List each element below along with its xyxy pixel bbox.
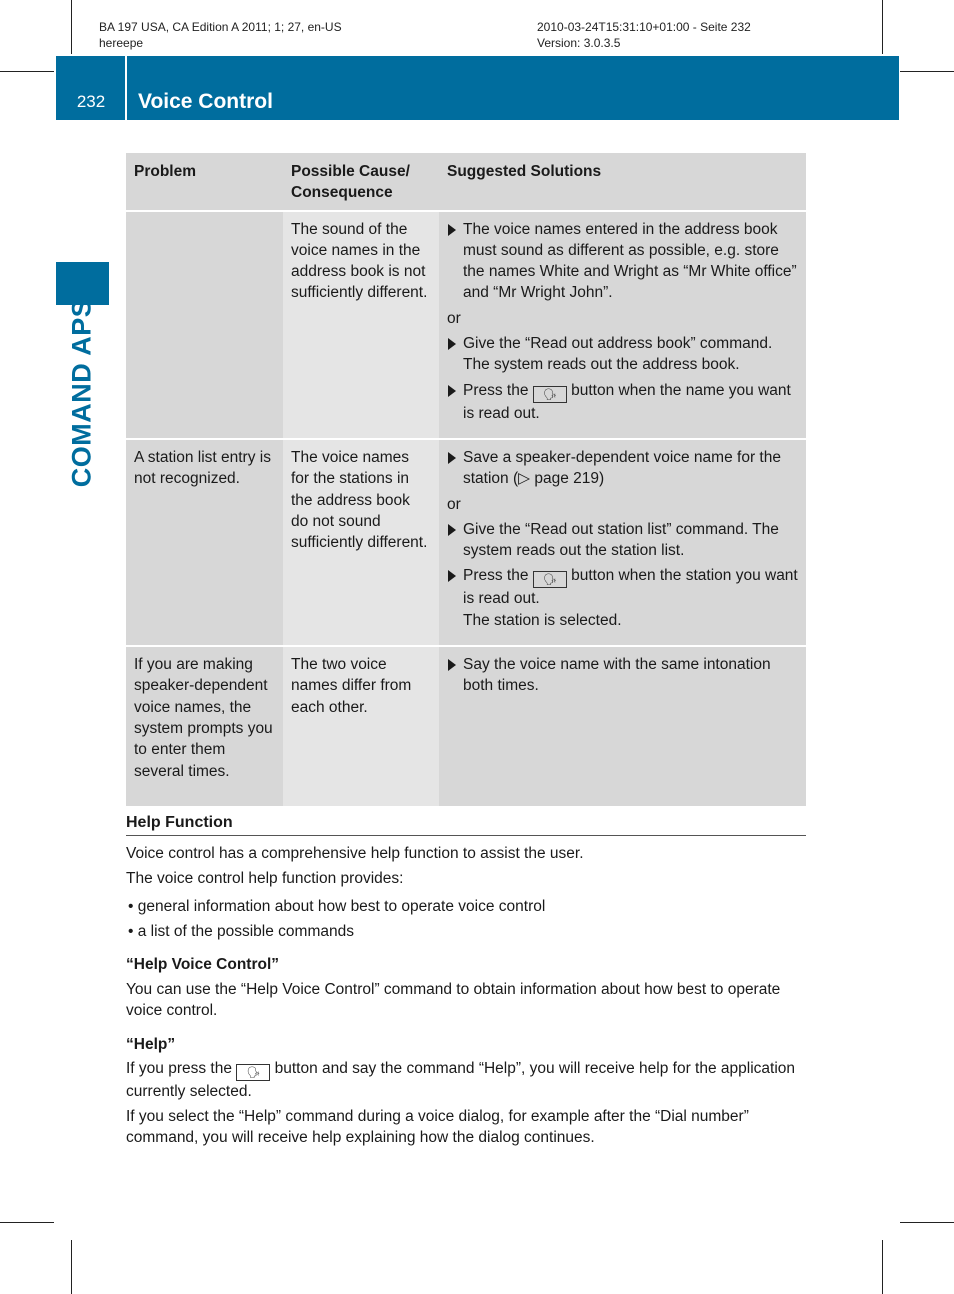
bullet-item: • general information about how best to operate voice control [128, 898, 546, 915]
solution-step [447, 447, 798, 490]
problem-cell [126, 211, 283, 439]
solution-text: Save a speaker-dependent voice name for the station (▷ page 219) [463, 448, 781, 488]
crop-mark [900, 71, 954, 72]
meta-edition: BA 197 USA, CA Edition A 2011; 1; 27, en-US [99, 20, 342, 34]
crop-mark [0, 71, 54, 72]
crop-mark [900, 1222, 954, 1223]
solutions-cell [439, 439, 806, 646]
or-separator: or [447, 309, 461, 327]
column-header-cause: Possible Cause/ Consequence [283, 153, 439, 211]
section-heading: Help Function [126, 812, 806, 836]
solution-text: Give the “Read out address book” command. The system reads out the address book. [463, 335, 773, 374]
solutions-cell [439, 211, 806, 439]
table-row [126, 646, 806, 806]
solution-text: Press the [463, 567, 529, 585]
crop-mark [71, 1240, 72, 1294]
paragraph: You can use the “Help Voice Control” command to obtain information about how best to operate voice control. [126, 980, 781, 1019]
subheading: “Help” [126, 1035, 176, 1053]
solution-text: button when the station you want is read out. [463, 567, 798, 608]
step-arrow-icon [448, 385, 456, 397]
crop-mark [882, 0, 883, 54]
or-separator: or [447, 495, 461, 513]
solution-text: The voice names entered in the address book must sound as different as possible, e.g. store the names White and Wright as “Mr White office” and “Mr Wright John”. [463, 220, 797, 302]
problem-cell: A station list entry is not recognized. [126, 439, 283, 646]
voice-control-button-icon: 🗣︎ [236, 1064, 270, 1081]
bullet-item: • a list of the possible commands [128, 922, 354, 940]
solution-text: Give the “Read out station list” command. The system reads out the station list. [463, 520, 779, 560]
paragraph: If you select the “Help” command during a voice dialog, for example after the “Dial number” command, you will receive help explaining how the dialog continues. [126, 1107, 749, 1146]
solution-step [447, 519, 798, 562]
solution-step [447, 219, 798, 304]
crop-mark [71, 0, 72, 54]
page-number: 232 [76, 92, 106, 111]
meta-user: hereepe [99, 36, 144, 50]
cause-cell: The two voice names differ from each other. [283, 646, 439, 806]
solution-step [447, 654, 798, 697]
column-header-problem: Problem [126, 153, 283, 211]
paragraph: Voice control has a comprehensive help function to assist the user. [126, 845, 584, 862]
subheading: “Help Voice Control” [126, 956, 280, 973]
paragraph: The voice control help function provides: [126, 869, 404, 887]
meta-version: Version: 3.0.3.5 [537, 36, 621, 50]
solution-text: Say the voice name with the same intonation both times. [463, 656, 771, 695]
solution-step [447, 565, 798, 631]
step-arrow-icon [448, 659, 456, 671]
step-arrow-icon [448, 338, 456, 350]
solution-result: The station is selected. [463, 611, 622, 629]
column-header-solutions: Suggested Solutions [439, 153, 806, 211]
crop-mark [882, 1240, 883, 1294]
meta-timestamp: 2010-03-24T15:31:10+01:00 - Seite 232 [537, 20, 751, 34]
crop-mark [0, 1222, 54, 1223]
step-arrow-icon [448, 224, 456, 236]
paragraph-text: button and say the command “Help”, you will receive help for the application currently selected. [126, 1060, 796, 1100]
troubleshooting-table [126, 153, 806, 806]
table-row [126, 211, 806, 439]
voice-control-button-icon: 🗣︎ [533, 571, 567, 588]
voice-control-button-icon: 🗣︎ [533, 386, 567, 403]
solution-text: button when the name you want is read out. [463, 381, 791, 422]
side-tab-label: COMAND APS [66, 298, 97, 488]
problem-cell: If you are making speaker-dependent voice names, the system prompts you to enter them several times. [126, 646, 283, 806]
step-arrow-icon [448, 524, 456, 536]
step-arrow-icon [448, 570, 456, 582]
help-function-section [126, 812, 806, 1149]
step-arrow-icon [448, 452, 456, 464]
solution-step [447, 333, 798, 376]
solution-text: Press the [463, 381, 529, 399]
section-title: Voice Control [138, 90, 273, 113]
table-header-row [126, 153, 806, 211]
cause-cell: The voice names for the stations in the address book do not sound sufficiently different. [283, 439, 439, 646]
paragraph-text: If you press the [126, 1060, 232, 1077]
cause-cell: The sound of the voice names in the address book is not sufficiently different. [283, 211, 439, 439]
print-meta-left [99, 19, 342, 51]
print-meta-right [537, 19, 751, 51]
paragraph [126, 1058, 806, 1103]
solutions-cell [439, 646, 806, 806]
table-row [126, 439, 806, 646]
solution-step [447, 380, 798, 424]
